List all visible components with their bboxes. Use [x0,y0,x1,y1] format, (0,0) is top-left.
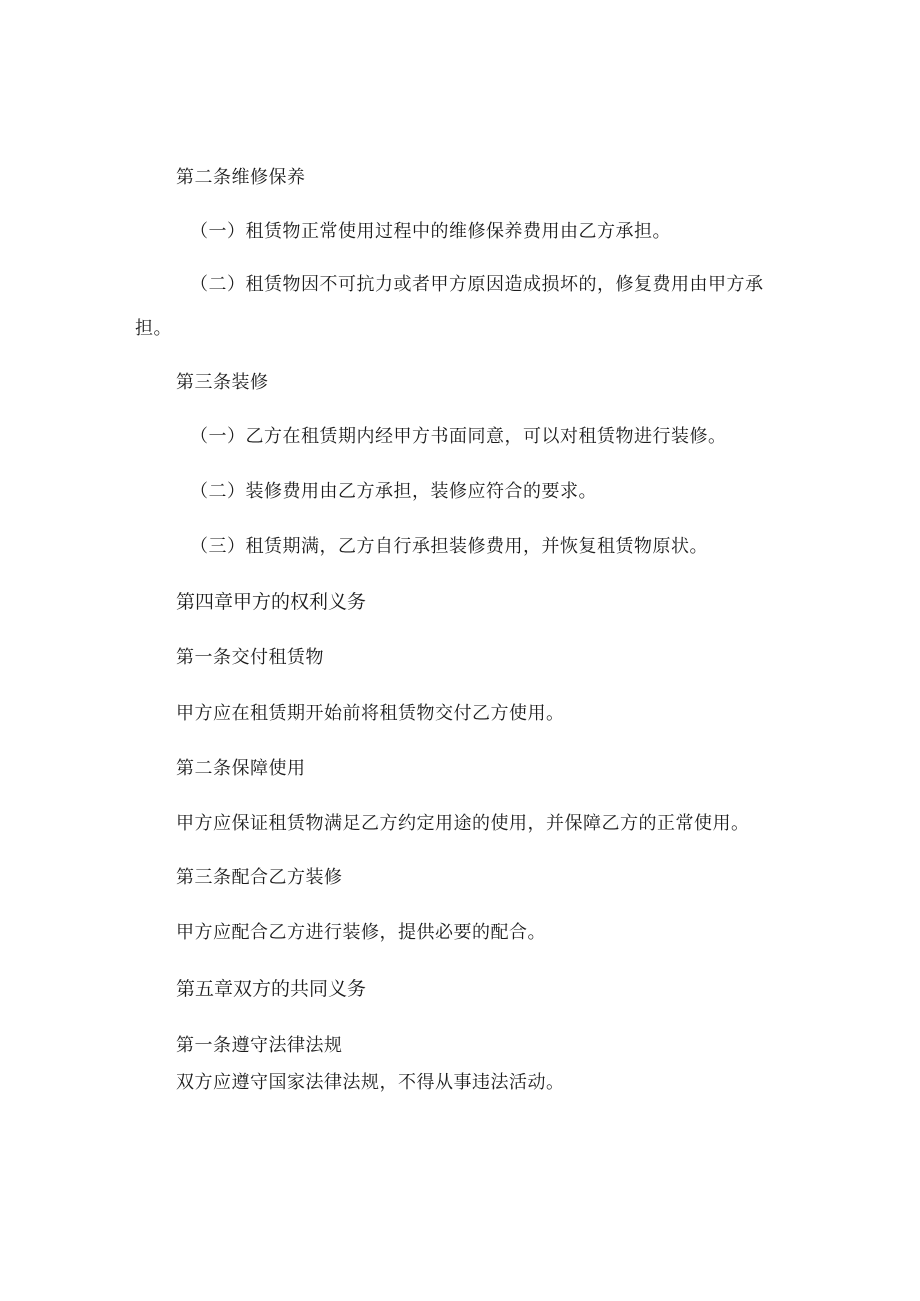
article-body-delivery: 甲方应在租赁期开始前将租赁物交付乙方使用。 [176,703,565,724]
clause-decoration-2: （二）装修费用由乙方承担，装修应符合的要求。 [190,481,597,502]
clause-maintenance-2: （二）租赁物因不可抗力或者甲方原因造成损坏的，修复费用由甲方承 [190,274,764,295]
article-heading-decoration: 第三条装修 [176,372,269,393]
chapter-heading-4: 第四章甲方的权利义务 [176,591,367,613]
clause-decoration-3: （三）租赁期满，乙方自行承担装修费用，并恢复租赁物原状。 [190,536,708,557]
article-body-cooperate-decoration: 甲方应配合乙方进行装修，提供必要的配合。 [176,922,546,943]
chapter-heading-5: 第五章双方的共同义务 [176,978,367,1000]
article-heading-delivery: 第一条交付租赁物 [176,647,324,668]
article-body-guarantee-use: 甲方应保证租赁物满足乙方约定用途的使用，并保障乙方的正常使用。 [176,813,750,834]
article-heading-maintenance: 第二条维修保养 [176,167,306,188]
article-heading-comply-law: 第一条遵守法律法规 [176,1035,343,1056]
clause-maintenance-1: （一）租赁物正常使用过程中的维修保养费用由乙方承担。 [190,221,671,242]
article-body-comply-law: 双方应遵守国家法律法规，不得从事违法活动。 [176,1072,565,1093]
article-heading-guarantee-use: 第二条保障使用 [176,758,306,779]
clause-decoration-1: （一）乙方在租赁期内经甲方书面同意，可以对租赁物进行装修。 [190,426,727,447]
clause-maintenance-2-continued: 担。 [135,318,172,339]
article-heading-cooperate-decoration: 第三条配合乙方装修 [176,867,343,888]
